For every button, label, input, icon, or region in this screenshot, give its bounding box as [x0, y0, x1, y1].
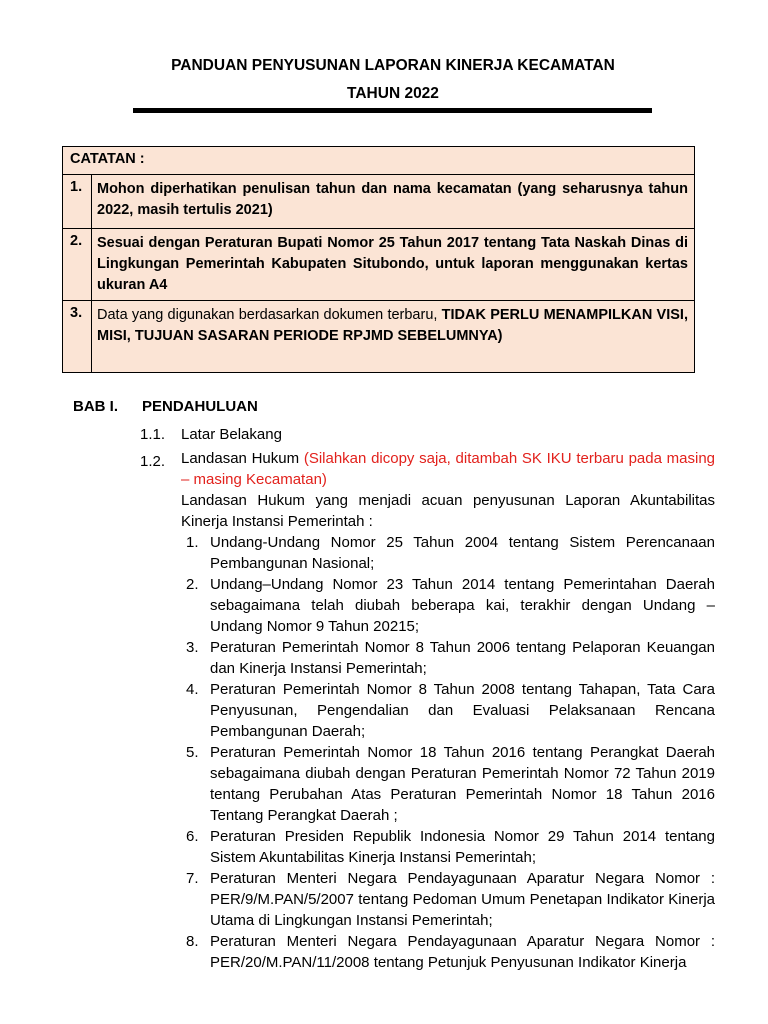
list-number: 7.	[186, 870, 199, 887]
list-item	[181, 532, 715, 574]
list-item	[181, 574, 715, 637]
note-number: 3.	[63, 301, 92, 373]
title-underline	[133, 108, 652, 113]
document-year: TAHUN 2022	[347, 85, 439, 102]
list-text: Peraturan Menteri Negara Pendayagunaan Aparatur Negara Nomor : PER/20/M.PAN/11/2008 tentang Petunjuk Penyusunan Indikator Kinerja	[210, 933, 715, 971]
list-text: Peraturan Menteri Negara Pendayagunaan Aparatur Negara Nomor : PER/9/M.PAN/5/2007 tentang Pedoman Umum Penetapan Indikator Kinerja Utama di Lingkungan Instansi Pemerintah;	[210, 870, 715, 929]
notes-row	[63, 229, 695, 301]
list-item	[181, 931, 715, 973]
list-text: Undang-Undang Nomor 25 Tahun 2004 tentang Sistem Perencanaan Pembangunan Nasional;	[210, 534, 715, 572]
notes-row	[63, 301, 695, 373]
list-number: 3.	[186, 639, 199, 656]
note-text	[92, 301, 695, 373]
section-title: Latar Belakang	[181, 426, 282, 443]
list-item	[181, 868, 715, 931]
landasan-intro: Landasan Hukum yang menjadi acuan penyusunan Laporan Akuntabilitas Kinerja Instansi Pemerintah :	[181, 492, 715, 530]
list-number: 6.	[186, 828, 199, 845]
notes-row	[63, 175, 695, 229]
note-plain-text: Data yang digunakan berdasarkan dokumen terbaru,	[97, 307, 442, 323]
landasan-heading	[181, 448, 715, 490]
chapter-number: BAB I.	[73, 398, 118, 415]
section-number: 1.1.	[140, 426, 166, 443]
list-text: Peraturan Presiden Republik Indonesia Nomor 29 Tahun 2014 tentang Sistem Akuntabilitas Kinerja Instansi Pemerintah;	[210, 828, 715, 866]
document-title: PANDUAN PENYUSUNAN LAPORAN KINERJA KECAMATAN	[171, 57, 615, 74]
list-text: Peraturan Pemerintah Nomor 8 Tahun 2008 tentang Tahapan, Tata Cara Penyusunan, Pengendalian dan Evaluasi Pelaksanaan Rencana Pembangunan Daerah;	[210, 681, 715, 740]
list-text: Undang–Undang Nomor 23 Tahun 2014 tentang Pemerintahan Daerah sebagaimana telah diubah beberapa kai, terakhir dengan Undang – Undang Nomor 9 Tahun 20215;	[210, 576, 715, 635]
note-number: 1.	[63, 175, 92, 229]
landasan-hukum-block	[181, 448, 715, 532]
editor-note: (Silahkan dicopy saja, ditambah SK IKU terbaru pada masing – masing Kecamatan)	[181, 450, 716, 488]
list-number: 2.	[186, 576, 199, 593]
note-bold-text: Sesuai dengan Peraturan Bupati Nomor 25 Tahun 2017 tentang Tata Naskah Dinas di Lingkungan Pemerintah Kabupaten Situbondo, untuk laporan menggunakan kertas ukuran A4	[97, 235, 688, 293]
note-bold-text: TIDAK PERLU MENAMPILKAN VISI, MISI, TUJUAN SASARAN PERIODE RPJMD SEBELUMNYA)	[97, 307, 688, 344]
list-item	[181, 826, 715, 868]
list-text: Peraturan Pemerintah Nomor 8 Tahun 2006 tentang Pelaporan Keuangan dan Kinerja Instansi Pemerintah;	[210, 639, 715, 677]
note-text	[92, 229, 695, 301]
list-item	[181, 637, 715, 679]
list-number: 8.	[186, 933, 199, 950]
list-item	[181, 742, 715, 826]
note-number: 2.	[63, 229, 92, 301]
section-number: 1.2.	[140, 453, 166, 470]
note-bold-text: Mohon diperhatikan penulisan tahun dan nama kecamatan (yang seharusnya tahun 2022, masih tertulis 2021)	[97, 181, 688, 218]
list-number: 4.	[186, 681, 199, 698]
law-list	[181, 532, 715, 973]
list-text: Peraturan Pemerintah Nomor 18 Tahun 2016 tentang Perangkat Daerah sebagaimana diubah dengan Peraturan Pemerintah Nomor 72 Tahun 2019 tentang Perubahan Atas Peraturan Pemerintah Nomor 18 Tahun 2016 Tentang Perangkat Daerah ;	[210, 744, 715, 824]
notes-header: CATATAN :	[63, 147, 695, 175]
note-text	[92, 175, 695, 229]
chapter-title: PENDAHULUAN	[142, 398, 258, 415]
section-title: Landasan Hukum	[181, 450, 304, 467]
list-item	[181, 679, 715, 742]
list-number: 1.	[186, 534, 199, 551]
list-number: 5.	[186, 744, 199, 761]
notes-table	[62, 146, 695, 373]
